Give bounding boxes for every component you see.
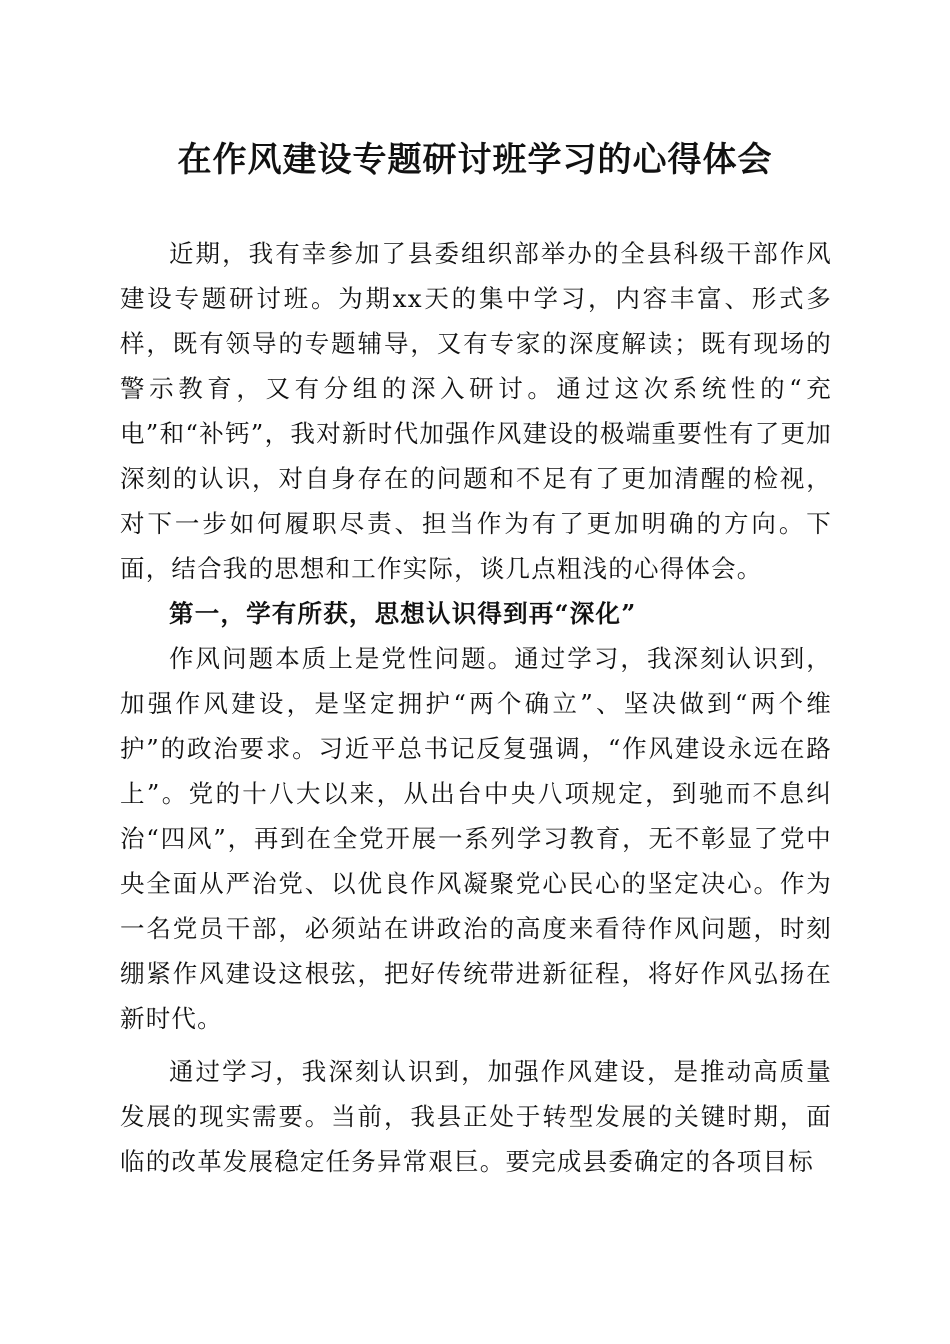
body-paragraph: 通过学习，我深刻认识到，加强作风建设，是推动高质量发展的现实需要。当前，我县正处于转型发展的关键时期，面临的改革发展稳定任务异常艰巨。要完成县委确定的各项目标: [120, 1057, 832, 1176]
document-body: [120, 231, 832, 1184]
document-title: 在作风建设专题研讨班学习的心得体会: [177, 140, 773, 180]
body-paragraph: 作风问题本质上是党性问题。通过学习，我深刻认识到，加强作风建设，是坚定拥护“两个确立”、坚决做到“两个维护”的政治要求。习近平总书记反复强调，“作风建设永远在路上”。党的十八大以来，从出台中央八项规定，到驰而不息纠治“四风”，再到在全党开展一系列学习教育，无不彰显了党中央全面从严治党、以优良作风凝聚党心民心的坚定决心。作为一名党员干部，必须站在讲政治的高度来看待作风问题，时刻绷紧作风建设这根弦，把好传统带进新征程，将好作风弘扬在新时代。: [120, 644, 832, 1033]
section-heading: 第一，学有所获，思想认识得到再“深化”: [169, 599, 637, 628]
intro-paragraph: 近期，我有幸参加了县委组织部举办的全县科级干部作风建设专题研讨班。为期xx天的集中学习，内容丰富、形式多样，既有领导的专题辅导，又有专家的深度解读；既有现场的警示教育，又有分组的深入研讨。通过这次系统性的“充电”和“补钙”，我对新时代加强作风建设的极端重要性有了更加深刻的认识，对自身存在的问题和不足有了更加清醒的检视，对下一步如何履职尽责、担当作为有了更加明确的方向。下面，结合我的思想和工作实际，谈几点粗浅的心得体会。: [120, 239, 832, 583]
